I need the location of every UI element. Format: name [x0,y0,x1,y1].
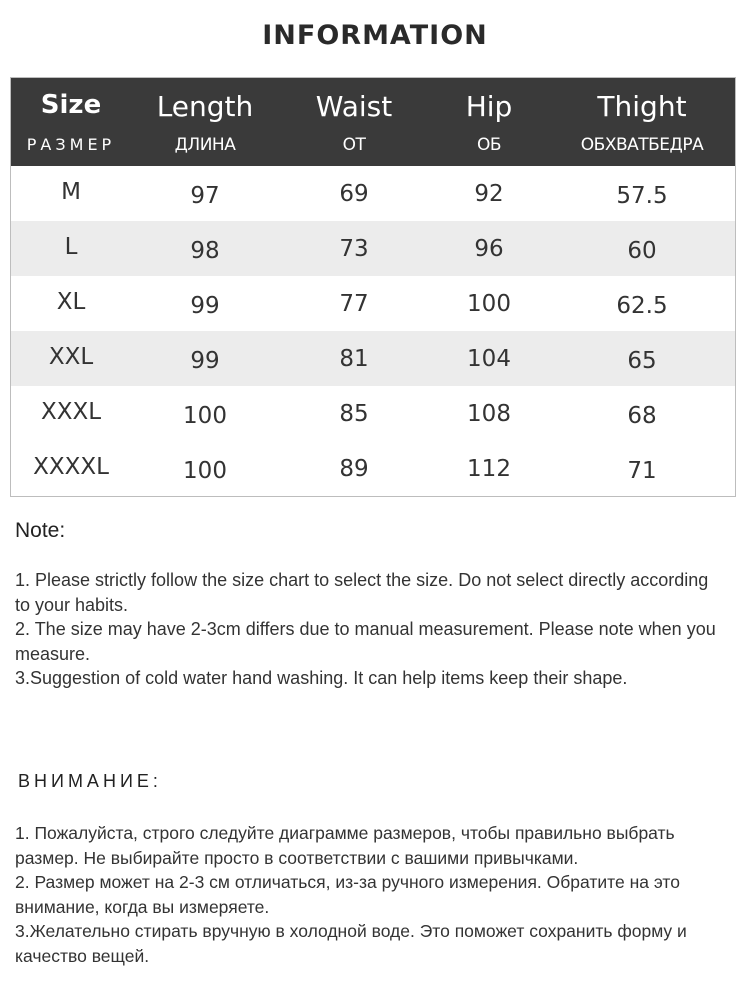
size-cell: M [61,178,81,205]
thigh-cell: 57.5 [616,182,668,209]
thigh-cell: 65 [627,347,657,374]
hip-cell: 108 [467,400,511,427]
header-thigh-en: Thight [597,90,687,123]
header-waist-en: Waist [315,90,393,123]
hip-cell: 96 [474,235,504,262]
size-cell: L [64,233,78,260]
attention-item: 2. Размер может на 2-3 см отличаться, из-за ручного измерения. Обратите на это внимание, когда вы измеряете. [15,872,680,917]
header-hip [429,78,549,166]
header-thigh [549,78,735,166]
hip-cell: 100 [467,290,511,317]
length-cell: 99 [190,347,220,374]
table-row [11,386,735,441]
header-size [11,78,131,166]
attention-list [15,821,730,969]
note-list [15,568,720,691]
waist-cell: 73 [339,235,369,262]
table-row [11,221,735,276]
length-cell: 100 [183,457,227,484]
length-cell: 100 [183,402,227,429]
size-chart-table [10,77,736,497]
size-cell: XL [56,288,86,315]
table-header-row [11,78,735,166]
page-title: INFORMATION [262,20,488,51]
length-cell: 97 [190,182,220,209]
size-cell: XXXXL [33,453,109,480]
header-length-en: Length [156,90,254,123]
thigh-cell: 60 [627,237,657,264]
waist-cell: 85 [339,400,369,427]
waist-cell: 69 [339,180,369,207]
header-length [131,78,279,166]
hip-cell: 112 [467,455,511,482]
note-heading: Note: [15,519,66,542]
header-size-en: Size [40,90,102,120]
table-row [11,441,735,496]
length-cell: 98 [190,237,220,264]
header-hip-ru: ОБ [476,135,502,155]
thigh-cell: 71 [627,457,657,484]
note-item: 3.Suggestion of cold water hand washing. It can help items keep their shape. [15,668,628,688]
waist-cell: 77 [339,290,369,317]
waist-cell: 81 [339,345,369,372]
note-item: 2. The size may have 2-3cm differs due to manual measurement. Please note when you measure. [15,619,716,664]
thigh-cell: 62.5 [616,292,668,319]
header-hip-en: Hip [465,90,513,123]
table-row [11,276,735,331]
attention-item: 3.Желательно стирать вручную в холодной воде. Это поможет сохранить форму и качество вещей. [15,921,687,966]
attention-heading: ВНИМАНИЕ: [18,771,162,791]
hip-cell: 104 [467,345,511,372]
size-cell: XXXL [40,398,102,425]
hip-cell: 92 [474,180,504,207]
note-item: 1. Please strictly follow the size chart to select the size. Do not select directly according to your habits. [15,570,709,615]
size-cell: XXL [48,343,94,370]
thigh-cell: 68 [627,402,657,429]
header-waist-ru: ОТ [342,135,366,155]
header-waist [279,78,429,166]
attention-item: 1. Пожалуйста, строго следуйте диаграмме размеров, чтобы правильно выбрать размер. Не выбирайте просто в соответствии с вашими привычками. [15,823,675,868]
length-cell: 99 [190,292,220,319]
table-row [11,166,735,221]
header-size-ru: РАЗМЕР [26,135,116,154]
header-length-ru: ДЛИНА [174,135,236,155]
waist-cell: 89 [339,455,369,482]
table-row [11,331,735,386]
header-thigh-ru: ОБХВАТБЕДРА [580,135,704,155]
